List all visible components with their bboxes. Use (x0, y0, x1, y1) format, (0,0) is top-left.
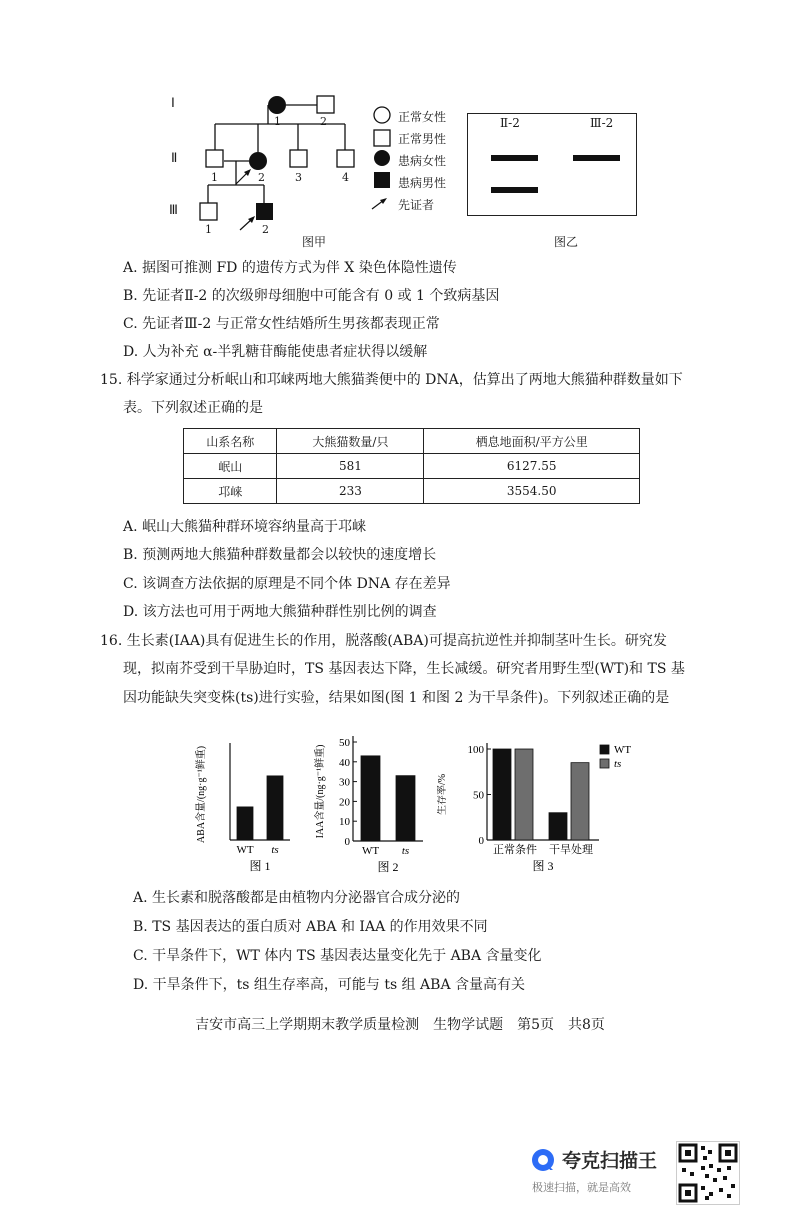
q14-option-b: B. 先证者Ⅱ-2 的次级卵母细胞中可能含有 0 或 1 个致病基因 (123, 288, 500, 304)
y-tick-label: 50 (339, 737, 350, 749)
q16-option-a: A. 生长素和脱落酸都是由植物内分泌器官合成分泌的 (133, 890, 461, 906)
generation-label-2: Ⅱ (171, 150, 178, 165)
q16-stem-cont: 因功能缺失突变株(ts)进行实验，结果如图(图 1 和图 2 为干旱条件)。下列叙述正确的是 (123, 690, 670, 706)
individual-number: 2 (320, 115, 327, 128)
table-row (184, 479, 640, 504)
bar-value-0 (361, 756, 380, 841)
individual-number: 2 (262, 223, 269, 236)
y-tick-label: 30 (339, 776, 350, 789)
normal-male-I-2 (317, 96, 334, 113)
qr-code (676, 1141, 740, 1205)
affected-female-I-1 (268, 96, 286, 114)
panda-population-table (183, 428, 640, 504)
legend-label-ts: ts (614, 758, 622, 770)
q15-stem-cont: 表。下列叙述正确的是 (123, 400, 263, 416)
y-axis-label: 生存率/% (437, 773, 448, 816)
table-cell: 3554.50 (424, 479, 640, 504)
y-tick-label: 0 (478, 835, 484, 847)
q15-option-b: B. 预测两地大熊猫种群数量都会以较快的速度增长 (123, 547, 437, 563)
chart-figure-1 (190, 735, 300, 875)
legend-swatch-WT (600, 745, 609, 754)
q14-option-c: C. 先证者Ⅲ-2 与正常女性结婚所生男孩都表现正常 (123, 316, 440, 332)
gel-band-II2-upper (491, 155, 538, 161)
y-tick-label: 40 (339, 756, 350, 769)
y-axis-label: IAA含量/(ng·g⁻¹鲜重) (315, 744, 326, 839)
q16-stem: 16. 生长素(IAA)具有促进生长的作用，脱落酸(ABA)可提高抗逆性并抑制茎叶生长。研究发 (100, 633, 667, 649)
individual-number: 3 (295, 171, 302, 184)
x-tick-label: 干旱处理 (549, 844, 593, 856)
table-header-row (184, 429, 640, 454)
normal-male-II-3 (290, 150, 307, 167)
q15-option-a: A. 岷山大熊猫种群环境容纳量高于邛崃 (123, 519, 367, 535)
gel-lane-label: Ⅲ-2 (590, 116, 614, 130)
legend-label: 先证者 (398, 198, 435, 212)
q15-option-d: D. 该方法也可用于两地大熊猫种群性别比例的调查 (123, 604, 437, 620)
bar-WT-1 (549, 813, 567, 840)
individual-number: 1 (205, 223, 212, 236)
legend-label: 正常男性 (398, 132, 447, 146)
chart-title: 图 1 (249, 859, 271, 873)
figure-caption-jia: 图甲 (302, 235, 327, 249)
table-header: 大熊猫数量/只 (277, 429, 424, 454)
y-axis-label: ABA含量/(ng·g⁻¹鲜重) (196, 745, 207, 844)
x-tick-label: 正常条件 (493, 844, 537, 856)
chart-figure-2 (313, 730, 438, 875)
affected-male-III-2 (256, 203, 273, 220)
gel-lane-label: Ⅱ-2 (500, 116, 520, 130)
q16-option-d: D. 干旱条件下，ts 组生存率高，可能与 ts 组 ABA 含量高有关 (133, 977, 526, 993)
individual-number: 1 (274, 115, 281, 128)
table-cell: 6127.55 (424, 454, 640, 479)
table-cell: 岷山 (184, 454, 277, 479)
chart-title: 图 3 (532, 859, 554, 873)
bar-value-1 (396, 776, 415, 841)
normal-male-II-4 (337, 150, 354, 167)
legend-label: 患病女性 (398, 154, 447, 168)
y-tick-label: 0 (344, 836, 350, 848)
table-cell: 581 (277, 454, 424, 479)
brand-slogan: 极速扫描，就是高效 (532, 1181, 631, 1194)
affected-female-II-2 (249, 152, 267, 170)
individual-number: 4 (342, 171, 349, 184)
normal-male-III-1 (200, 203, 217, 220)
table-cell: 邛崃 (184, 479, 277, 504)
individual-number: 2 (258, 171, 265, 184)
q16-option-b: B. TS 基因表达的蛋白质对 ABA 和 IAA 的作用效果不同 (133, 919, 488, 935)
q15-option-c: C. 该调查方法依据的原理是不同个体 DNA 存在差异 (123, 576, 451, 592)
bar-value-0 (237, 807, 253, 840)
legend-label: 患病男性 (398, 176, 447, 190)
table-header: 栖息地面积/平方公里 (424, 429, 640, 454)
chart-figure-3 (437, 735, 647, 875)
table-header: 山系名称 (184, 429, 277, 454)
legend-proband-arrow-icon (372, 198, 387, 209)
bar-ts-0 (515, 749, 533, 840)
normal-male-II-1 (206, 150, 223, 167)
y-tick-label: 20 (339, 796, 350, 809)
gel-band-II2-lower (491, 187, 538, 193)
y-tick-label: 10 (339, 816, 350, 829)
legend-label-WT: WT (614, 744, 632, 756)
legend-normal-female-icon (374, 107, 390, 123)
bar-ts-1 (571, 763, 589, 840)
legend-affected-female-icon (374, 150, 390, 166)
bar-WT-0 (493, 749, 511, 840)
brand-name: 夸克扫描王 (562, 1150, 658, 1172)
legend-swatch-ts (600, 759, 609, 768)
page-footer: 吉安市高三上学期期末教学质量检测 生物学试题 第5页 共8页 (195, 1017, 605, 1033)
scanner-watermark (530, 1146, 657, 1195)
x-tick-label: WT (361, 845, 380, 857)
generation-label-3: Ⅲ (169, 202, 178, 217)
q16-stem-cont: 现，拟南芥受到干旱胁迫时，TS 基因表达下降，生长减缓。研究者用野生型(WT)和 TS 基 (123, 661, 685, 677)
table-row (184, 454, 640, 479)
scanner-logo-icon (530, 1147, 556, 1173)
table-cell: 233 (277, 479, 424, 504)
y-tick-label: 50 (473, 789, 484, 802)
generation-label-1: Ⅰ (171, 95, 175, 110)
bar-value-1 (267, 776, 283, 840)
x-tick-label: ts (271, 844, 279, 856)
q14-option-a: A. 据图可推测 FD 的遗传方式为伴 X 染色体隐性遗传 (123, 260, 457, 276)
q16-option-c: C. 干旱条件下，WT 体内 TS 基因表达量变化先于 ABA 含量变化 (133, 948, 542, 964)
gel-band-III2-upper (573, 155, 620, 161)
legend-normal-male-icon (374, 130, 390, 146)
chart-title: 图 2 (377, 860, 399, 874)
q15-stem: 15. 科学家通过分析岷山和邛崃两地大熊猫粪便中的 DNA，估算出了两地大熊猫种群数量如下 (100, 372, 683, 388)
y-tick-label: 100 (467, 744, 484, 756)
q14-option-d: D. 人为补充 α-半乳糖苷酶能使患者症状得以缓解 (123, 344, 428, 360)
legend-label: 正常女性 (398, 110, 447, 124)
x-tick-label: WT (236, 844, 254, 856)
legend-affected-male-icon (374, 172, 390, 188)
x-tick-label: ts (401, 845, 410, 857)
figure-caption-yi: 图乙 (554, 235, 579, 249)
individual-number: 1 (211, 171, 218, 184)
